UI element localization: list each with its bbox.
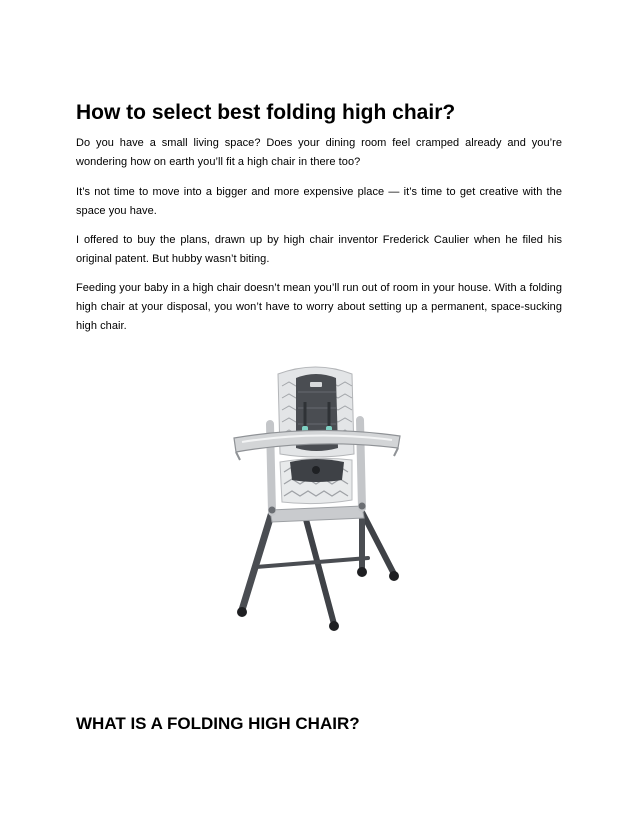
folding-high-chair-illustration [212,362,424,638]
high-chair-image [212,362,424,638]
page-title: How to select best folding high chair? [76,101,456,124]
paragraph-intro: Do you have a small living space? Does your dining room feel cramped already and you’re wondering how on earth you’ll fit a high chair in there too? [76,137,562,168]
paragraph-feeding: Feeding your baby in a high chair doesn’t mean you’ll run out of room in your house. With a folding high chair at your disposal, you won’t have to worry about setting up a permanent, space-sucking high chair. [76,282,562,332]
paragraph-patent: I offered to buy the plans, drawn up by high chair inventor Frederick Caulier when he filed his original patent. But hubby wasn’t biting. [76,234,562,265]
paragraph-space: It’s not time to move into a bigger and more expensive place — it’s time to get creative with the space you have. [76,186,562,217]
section-heading: WHAT IS A FOLDING HIGH CHAIR? [76,714,360,733]
